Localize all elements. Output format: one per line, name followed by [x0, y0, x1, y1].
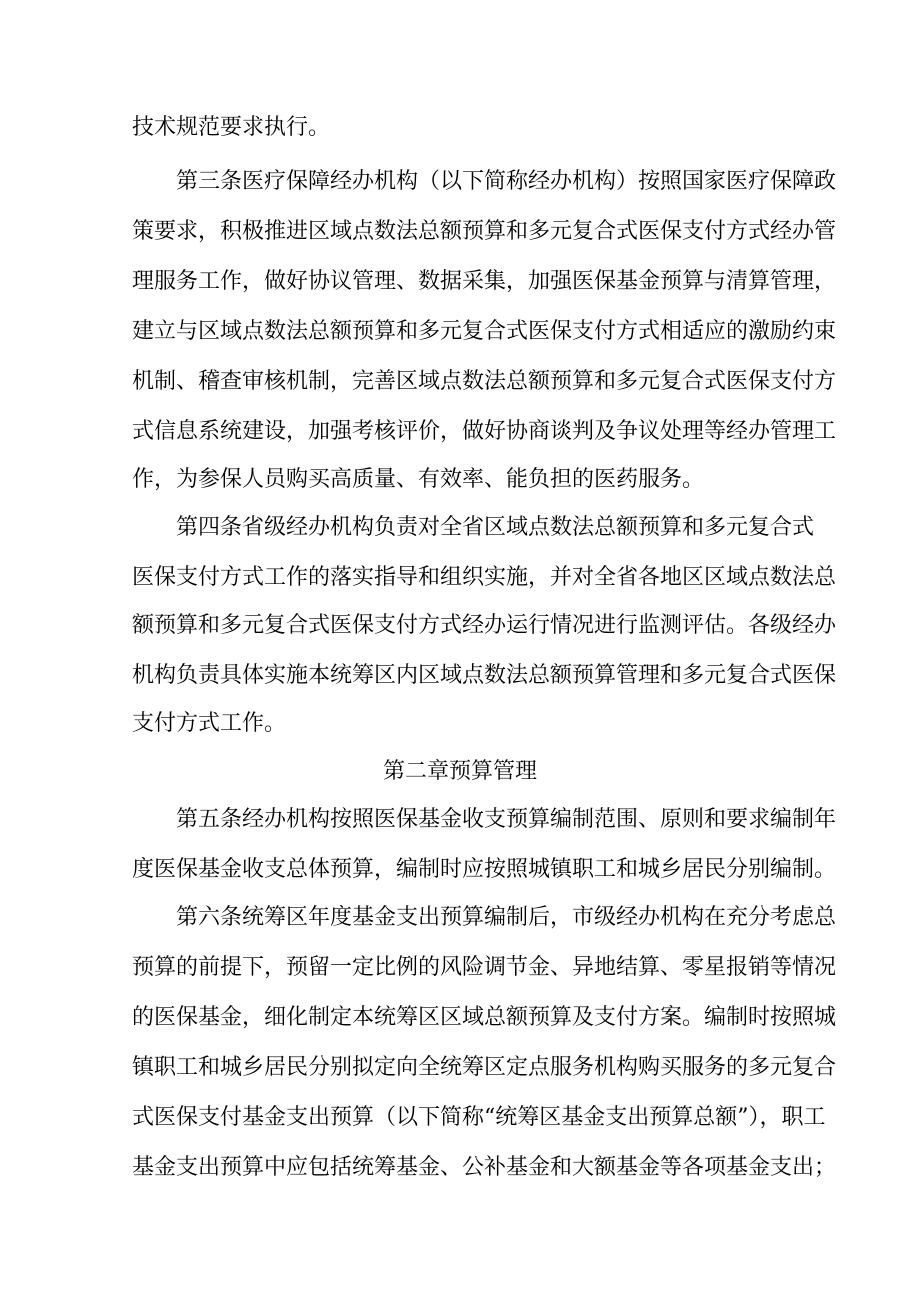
article-5-line: 度医保基金收支总体预算，编制时应按照城镇职工和城乡居民分别编制。 — [132, 857, 837, 882]
article-3-line: 策要求，积极推进区域点数法总额预算和多元复合式医保支付方式经办管 — [132, 219, 837, 244]
article-3-line: 式信息系统建设，加强考核评价，做好协商谈判及争议处理等经办管理工 — [132, 419, 837, 444]
chapter-title: 第二章预算管理 — [382, 759, 537, 784]
article-3-line: 第三条医疗保障经办机构（以下简称经办机构）按照国家医疗保障政 — [176, 169, 837, 194]
article-6-line: 的医保基金，细化制定本统筹区区域总额预算及支付方案。编制时按照城 — [132, 1005, 837, 1030]
article-4-line: 机构负责具体实施本统筹区内区域点数法总额预算管理和多元复合式医保 — [132, 663, 837, 688]
article-4-line: 医保支付方式工作的落实指导和组织实施，并对全省各地区区域点数法总 — [132, 565, 837, 590]
paragraph-line: 技术规范要求执行。 — [132, 115, 331, 140]
article-5-line: 第五条经办机构按照医保基金收支预算编制范围、原则和要求编制年 — [176, 807, 837, 832]
article-3-line: 机制、稽查审核机制，完善区域点数法总额预算和多元复合式医保支付方 — [132, 369, 837, 394]
article-6-line: 镇职工和城乡居民分别拟定向全统筹区定点服务机构购买服务的多元复合 — [132, 1055, 837, 1080]
article-3-line: 作，为参保人员购买高质量、有效率、能负担的医药服务。 — [132, 467, 705, 492]
article-3-line: 理服务工作，做好协议管理、数据采集，加强医保基金预算与清算管理， — [132, 269, 837, 294]
article-3-line: 建立与区域点数法总额预算和多元复合式医保支付方式相适应的激励约束 — [132, 319, 837, 344]
article-6-line: 基金支出预算中应包括统筹基金、公补基金和大额基金等各项基金支出； — [132, 1155, 837, 1180]
article-6-line: 第六条统筹区年度基金支出预算编制后，市级经办机构在充分考虑总 — [176, 905, 837, 930]
article-4-line: 支付方式工作。 — [132, 711, 287, 736]
article-6-line: 预算的前提下，预留一定比例的风险调节金、异地结算、零星报销等情况 — [132, 955, 837, 980]
article-4-line: 额预算和多元复合式医保支付方式经办运行情况进行监测评估。各级经办 — [132, 613, 837, 638]
article-6-line: 式医保支付基金支出预算（以下简称“统筹区基金支出预算总额”），职工 — [132, 1105, 826, 1130]
article-4-line: 第四条省级经办机构负责对全省区域点数法总额预算和多元复合式 — [176, 515, 815, 540]
